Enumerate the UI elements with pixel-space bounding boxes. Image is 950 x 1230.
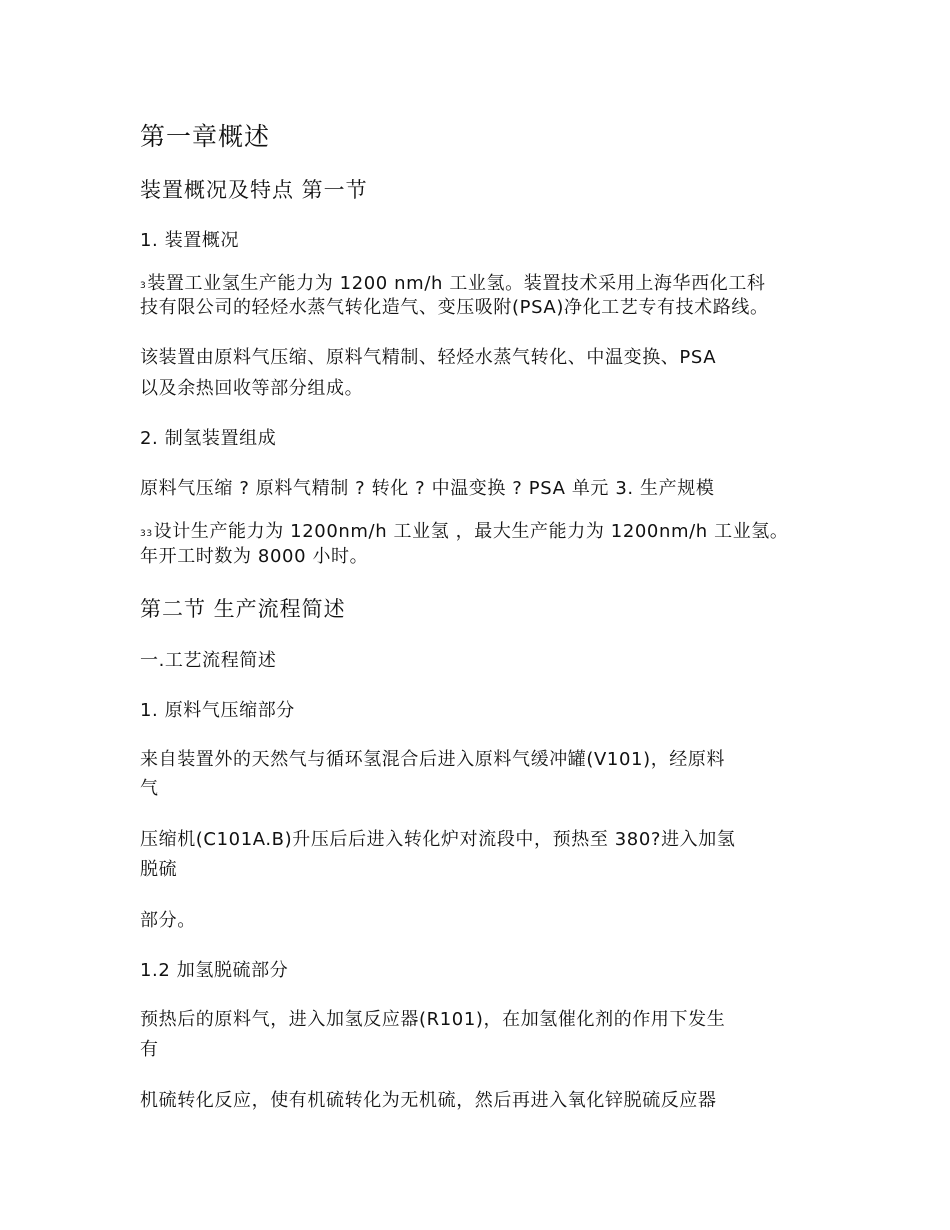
paragraph-text: 装置工业氢生产能力为 1200 nm/h 工业氢。装置技术采用上海华西化工科: [147, 273, 766, 294]
section2-paragraph5-line1: 机硫转化反应，使有机硫转化为无机硫，然后再进入氧化锌脱硫反应器: [140, 1090, 717, 1111]
section1-paragraph2-line2: 以及余热回收等部分组成。: [140, 378, 364, 399]
superscript-mark: 3: [140, 281, 147, 291]
section1-item2-heading: 2. 制氢装置组成: [140, 428, 277, 449]
section1-title: 装置概况及特点 第一节: [140, 178, 368, 202]
section2-item1-heading: 1. 原料气压缩部分: [140, 700, 295, 721]
section2-paragraph3: 部分。: [140, 910, 196, 931]
section1-item1-heading: 1. 装置概况: [140, 230, 240, 251]
chapter-title: 第一章概述: [140, 122, 271, 151]
composition-line: 原料气压缩 ? 原料气精制 ? 转化 ? 中温变换 ? PSA 单元 3. 生产规模: [140, 478, 715, 499]
section2-paragraph2-line1: 压缩机(C101A.B)升压后后进入转化炉对流段中，预热至 380?进入加氢: [140, 829, 736, 850]
section2-paragraph4-line2: 有: [140, 1039, 159, 1060]
section2-title: 第二节 生产流程简述: [140, 597, 346, 621]
section1-paragraph2-line1: 该装置由原料气压缩、原料气精制、轻烃水蒸气转化、中温变换、PSA: [140, 347, 717, 368]
section2-item2-heading: 1.2 加氢脱硫部分: [140, 960, 289, 981]
section2-paragraph1-line1: 来自装置外的天然气与循环氢混合后进入原料气缓冲罐(V101)，经原料: [140, 749, 726, 770]
section2-paragraph2-line2: 脱硫: [140, 859, 178, 880]
section2-paragraph1-line2: 气: [140, 778, 159, 799]
section2-sub-heading: 一.工艺流程简述: [140, 650, 277, 671]
paragraph-text: 设计生产能力为 1200nm/h 工业氢 ，最大生产能力为 1200nm/h 工业氢。: [153, 521, 789, 542]
section1-paragraph1-line2: 技有限公司的轻烃水蒸气转化造气、变压吸附(PSA)净化工艺专有技术路线。: [140, 297, 769, 318]
section2-paragraph4-line1: 预热后的原料气，进入加氢反应器(R101)，在加氢催化剂的作用下发生: [140, 1009, 726, 1030]
superscript-mark: 33: [140, 529, 153, 539]
document-page: [140, 0, 820, 1230]
section1-paragraph3-line2: 年开工时数为 8000 小时。: [140, 546, 369, 567]
